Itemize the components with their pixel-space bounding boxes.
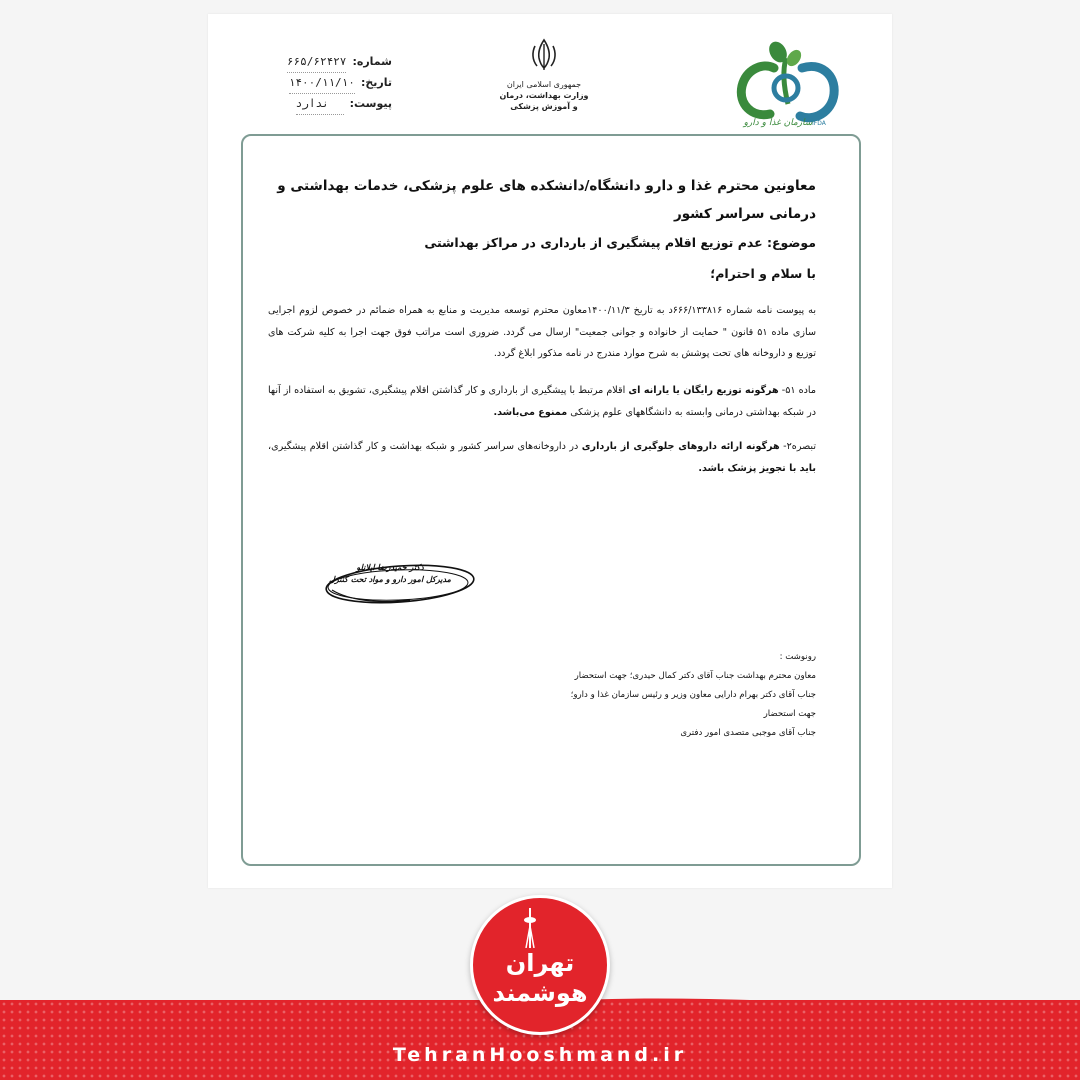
date-label: تاریخ:	[360, 76, 392, 89]
letter-number-row	[282, 52, 392, 73]
note-label: تبصره۲-	[779, 441, 817, 452]
note-body: در داروخانه‌های سراسر کشور و شبکه بهداشت و کار گذاشتن اقلام پیشگیری،	[268, 441, 582, 452]
letter-paragraph-3	[268, 436, 816, 479]
article-body: اقلام مرتبط با پیشگیری از بارداری و کار گذاشتن اقلام پیشگیری، تشویق به استفاده از آنها در شبکه بهداشتی درمانی وابسته به دانشگاههای علوم پزشکی	[268, 385, 816, 418]
cc-block	[560, 648, 816, 743]
article-emphasis: هرگونه توزیع رایگان یا یارانه ای	[628, 385, 779, 396]
letter-paragraph-1: به پیوست نامه شماره ۶۶۶/۱۳۳۸۱۶د به تاریخ ۱۴۰۰/۱۱/۳معاون محترم توسعه مدیریت و منابع به همراه ضمائم در خصوص لزوم اجرایی سازی ماده ۵۱ قانون " حمایت از خانواده و جوانی جمعیت" ارسال می گردد. ضروری است مراتب فوق جهت اجرا به کلیه شرکت های توزیع و داروخانه های تحت پوشش به شرح موارد مندرج در نامه مذکور ابلاغ گردد.	[268, 305, 816, 359]
article-prohibited: ممنوع می‌باشد.	[493, 406, 568, 418]
letter-attachment-row	[282, 94, 392, 115]
cc-title: رونوشت :	[779, 652, 816, 662]
attachment-label: پیوست:	[349, 97, 392, 110]
milad-tower-icon	[520, 908, 540, 948]
note-requirement: باید با تجویز پزشک باشد.	[698, 462, 816, 474]
cc-line-1: معاون محترم بهداشت جناب آقای دکتر کمال حیدری؛ جهت استحضار	[574, 671, 816, 681]
signatory-title: مدیرکل امور دارو و مواد تحت کنترل	[329, 575, 451, 584]
note-emphasis: هرگونه ارائه داروهای جلوگیری از بارداری	[581, 441, 780, 452]
letter-paragraph-2	[268, 380, 816, 423]
cc-line-3: جناب آقای موجبی متصدی امور دفتری	[680, 728, 816, 738]
ifda-name: سازمان غذا و دارو	[743, 118, 813, 128]
signatory-name: دکتر حمیدرضا ایلانلو	[356, 563, 424, 572]
cc-line-2: جناب آقای دکتر بهرام دارایی معاون وزیر و رئیس سازمان غذا و دارو؛ جهت استحضار	[570, 690, 816, 719]
date-value: ۱۴۰۰/۱۱/۱۰	[289, 73, 355, 94]
number-value: ۶۶۵/۶۲۴۲۷	[287, 52, 347, 73]
ministry-line-1: جمهوری اسلامی ایران	[506, 80, 582, 89]
ministry-line-2: وزارت بهداشت، درمان	[499, 91, 589, 100]
letter-date-row	[282, 73, 392, 94]
letter-subject: موضوع: عدم توزیع اقلام پیشگیری از بارداری در مراکز بهداشتی	[424, 235, 816, 250]
letter-salutation: با سلام و احترام؛	[710, 266, 816, 281]
article-label: ماده ۵۱-	[778, 385, 816, 396]
signature-block	[312, 562, 468, 586]
ministry-header	[494, 38, 594, 112]
letter-recipient: معاونین محترم غذا و دارو دانشگاه/دانشکده های علوم پزشکی، خدمات بهداشتی و درمانی سراسر کشور	[277, 178, 816, 222]
ifda-abbreviation: IFDA	[812, 120, 826, 127]
attachment-value: ندارد	[296, 94, 344, 115]
footer-website-link[interactable]: TehranHooshmand.ir	[392, 1044, 688, 1066]
number-label: شماره:	[352, 55, 392, 68]
iran-emblem-icon	[529, 38, 559, 72]
ministry-line-3: و آموزش پزشکی	[510, 102, 578, 111]
letter-reference-block	[282, 52, 392, 115]
brand-logo-text: تهران هوشمند	[492, 949, 588, 1007]
